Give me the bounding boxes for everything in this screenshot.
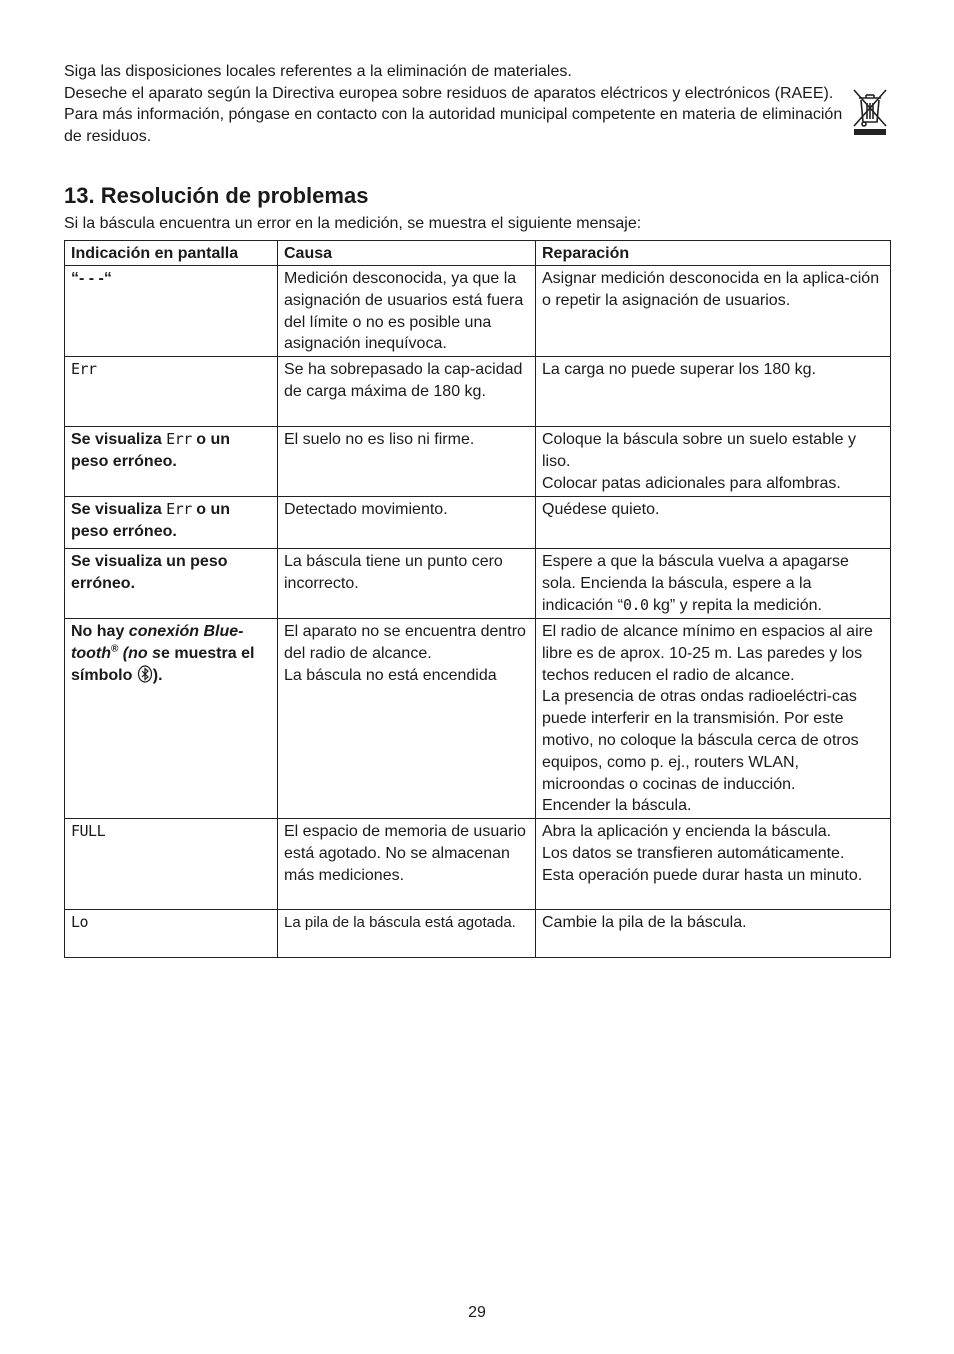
repair-line: Encender la báscula. [542,797,692,815]
repair-line: El radio de alcance mínimo en espacios al aire libre es de aprox. 10-25 m. Las paredes y los techos reducen el radio de alcance. [542,623,873,684]
table-row [65,427,891,497]
lcd-code: 0.0 [622,595,649,614]
display-text: o un peso erróneo. [71,431,230,470]
registered-mark: ® [110,643,119,655]
table-row [65,497,891,549]
lcd-code: Err [166,500,192,518]
cause-line: El aparato no se encuentra dentro del radio de alcance. [284,623,526,662]
disposal-line-2: Deseche el aparato según la Directiva europea sobre residuos de aparatos eléctricos y electrónicos (RAEE). [64,84,834,102]
repair-text: Espere a que la báscula vuelva a apagarse sola. Encienda la báscula, espere a la indicación “ [542,553,849,614]
display-text: conexión Blue-tooth [71,623,244,662]
section-title: 13. Resolución de problemas [64,183,369,208]
display-text: e muestra el símbolo [71,644,255,684]
lcd-code: FULL [71,822,106,840]
display-text: “- - -“ [71,270,112,287]
display-cell: Se visualiza un peso erróneo. [65,549,278,619]
header-repair: Reparación [536,241,891,266]
display-cell [65,427,278,497]
repair-cell: Asignar medición desconocida en la aplica-ción o repetir la asignación de usuarios. [536,266,891,357]
repair-cell [536,819,891,910]
repair-line: Esta operación puede durar hasta un minuto. [542,866,863,884]
cause-cell: El suelo no es liso ni firme. [278,427,536,497]
header-display: Indicación en pantalla [65,241,278,266]
repair-line: Los datos se transfieren automáticamente. [542,844,845,862]
repair-cell: La carga no puede superar los 180 kg. [536,357,891,427]
section-subtitle: Si la báscula encuentra un error en la medición, se muestra el siguiente mensaje: [64,215,642,232]
display-cell [65,497,278,549]
table-header-row [65,241,891,266]
display-text: (no s [118,644,162,662]
cause-cell: La pila de la báscula está agotada. [278,910,536,958]
display-cell [65,819,278,910]
repair-cell: Quédese quieto. [536,497,891,549]
cause-cell: Se ha sobrepasado la cap-acidad de carga máxima de 180 kg. [278,357,536,427]
display-text: o un peso erróneo. [71,501,230,540]
troubleshooting-table [64,240,891,958]
display-text: Se visualiza [71,501,162,518]
repair-cell [536,427,891,497]
display-text: Se visualiza [71,431,162,448]
repair-line: Colocar patas adicionales para alfombras. [542,474,841,492]
table-row [65,549,891,619]
cause-cell [278,619,536,819]
crossed-out-wheelie-bin-icon [851,86,889,136]
display-cell [65,266,278,357]
table-row [65,357,891,427]
display-text: ). [152,666,163,684]
page-number: 29 [468,1304,486,1321]
cause-cell: El espacio de memoria de usuario está agotado. No se almacenan más mediciones. [278,819,536,910]
bluetooth-icon [137,665,153,683]
repair-cell: Cambie la pila de la báscula. [536,910,891,958]
table-row [65,266,891,357]
table-row [65,819,891,910]
repair-line: Abra la aplicación y encienda la báscula. [542,823,832,840]
cause-cell: Medición desconocida, ya que la asignación de usuarios está fuera del límite o no es posible una asignación inequívoca. [278,266,536,357]
disposal-line-1: Siga las disposiciones locales referentes a la eliminación de materiales. [64,63,572,80]
repair-cell [536,619,891,819]
repair-line: La presencia de otras ondas radioeléctri-cas puede interferir en la transmisión. Por este motivo, no coloque la báscula cerca de otros equipos, como p. ej., routers WLAN, microondas o cocinas de inducción. [542,688,859,793]
cause-line: La báscula no está encendida [284,666,497,684]
display-text: No hay [71,623,129,640]
display-cell [65,357,278,427]
disposal-notice [64,61,844,147]
lcd-code: Err [166,430,192,448]
header-cause: Causa [278,241,536,266]
table-row [65,910,891,958]
repair-line: Coloque la báscula sobre un suelo estable y liso. [542,431,856,470]
repair-text: kg” y repita la medición. [648,596,822,614]
cause-cell: La báscula tiene un punto cero incorrecto. [278,549,536,619]
disposal-line-3: Para más información, póngase en contacto con la autoridad municipal competente en materia de eliminación de residuos. [64,106,843,145]
lcd-code: Lo [71,913,89,931]
repair-cell [536,549,891,619]
display-cell [65,619,278,819]
lcd-code: Err [71,360,97,378]
display-cell [65,910,278,958]
table-row [65,619,891,819]
cause-cell: Detectado movimiento. [278,497,536,549]
